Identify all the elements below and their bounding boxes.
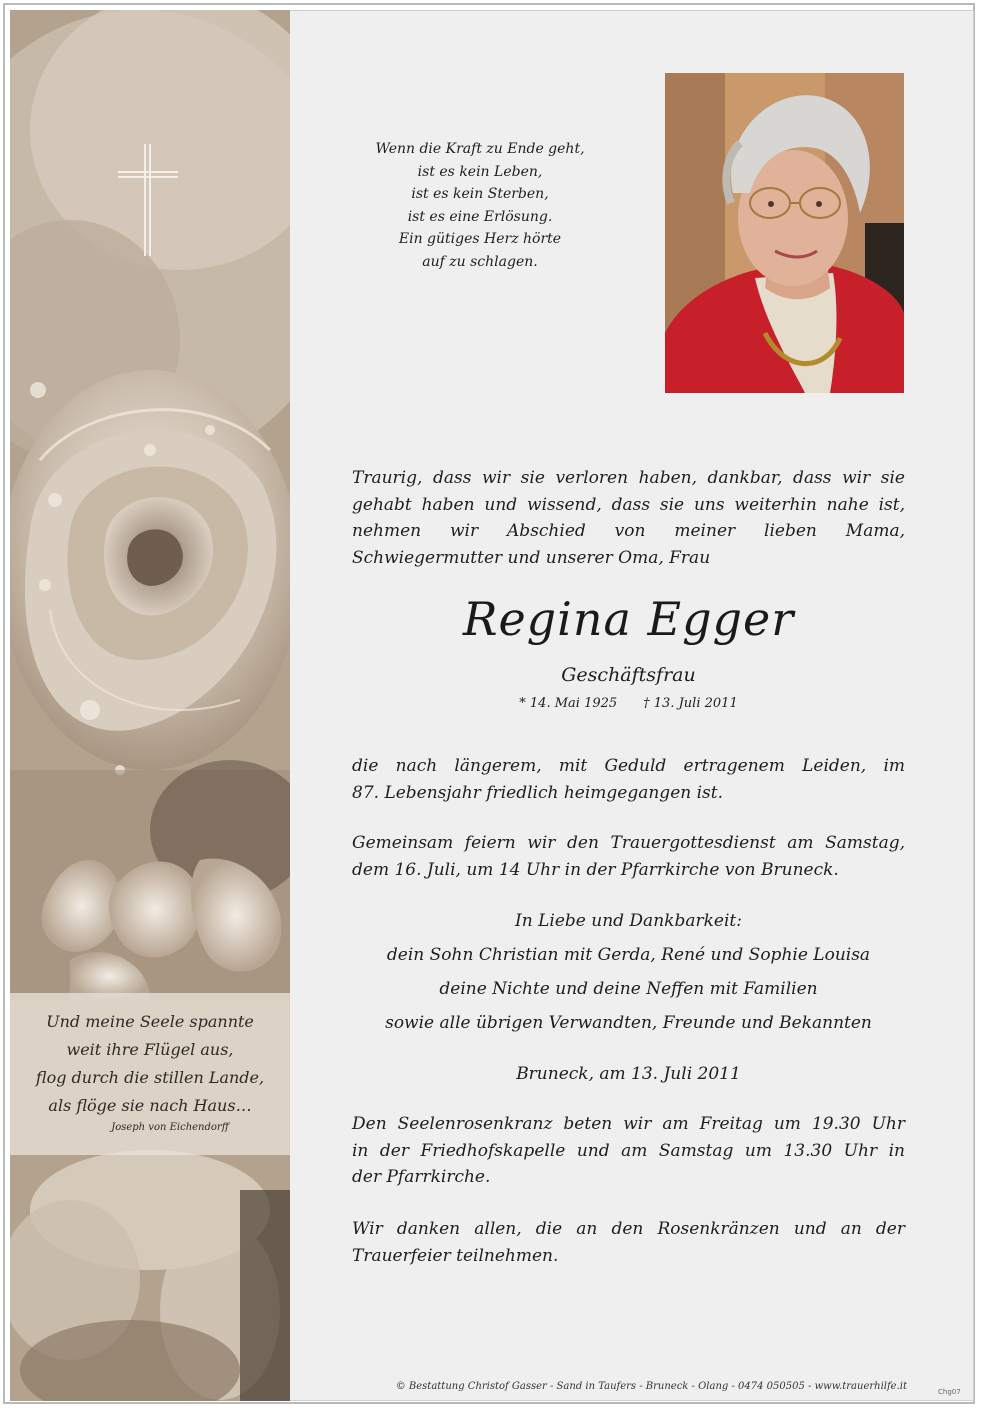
motto-line: ist es kein Sterben, <box>411 186 549 202</box>
thanks-line: Trauerfeier teilnehmen. <box>352 1245 559 1266</box>
passing-paragraph <box>352 753 905 806</box>
intro-line: nehmen wir Abschied von meiner lieben Mama, <box>352 521 905 541</box>
service-line: dem 16. Juli, um 14 Uhr in der Pfarrkirche von Bruneck. <box>352 859 839 880</box>
rosary-line: Den Seelenrosenkranz beten wir am Freitag um 19.30 Uhr <box>352 1114 905 1134</box>
place-date <box>340 1058 917 1090</box>
rosary-line: der Pfarrkirche. <box>352 1167 491 1187</box>
place-date-text: Bruneck, am 13. Juli 2011 <box>516 1064 741 1084</box>
motto <box>330 138 630 273</box>
service-line: Gemeinsam feiern wir den Trauergottesdienst am Samstag, <box>352 833 905 853</box>
intro-line: Traurig, dass wir sie verloren haben, dankbar, dass wir sie <box>352 468 905 488</box>
birth-date: * 14. Mai 1925 <box>519 696 618 711</box>
footer-credit: © Bestattung Christof Gasser - Sand in Taufers - Bruneck - Olang - 0474 050505 - www.trauerhilfe.it <box>395 1381 907 1392</box>
intro-line: gehabt haben und wissend, dass sie uns weiterhin nahe ist, <box>352 494 905 515</box>
passing-line: 87. Lebensjahr friedlich heimgegangen ist. <box>352 782 724 803</box>
side-poem <box>10 993 290 1155</box>
intro-line: Schwiegermutter und unserer Oma, Frau <box>352 547 711 568</box>
life-dates <box>340 696 917 711</box>
rosary-line: in der Friedhofskapelle und am Samstag um 13.30 Uhr in <box>352 1140 905 1161</box>
portrait-photo <box>665 73 904 393</box>
family-line: deine Nichte und deine Neffen mit Familien <box>439 979 818 999</box>
family-block <box>340 904 917 1040</box>
side-poem-line: Und meine Seele spannte <box>46 1012 254 1031</box>
intro-paragraph <box>352 465 905 571</box>
service-paragraph <box>352 830 905 883</box>
rosary-paragraph <box>352 1111 905 1191</box>
rose-image-panel <box>10 10 290 1401</box>
deceased-name: Regina Egger <box>462 592 795 646</box>
side-poem-line: als flöge sie nach Haus… <box>48 1096 252 1115</box>
death-date: † 13. Juli 2011 <box>643 696 738 711</box>
thanks-line: Wir danken allen, die an den Rosenkränzen und an der <box>352 1219 905 1239</box>
side-poem-line: weit ihre Flügel aus, <box>66 1040 234 1059</box>
template-code: Chg07 <box>938 1388 961 1396</box>
side-poem-author: Joseph von Eichendorff <box>111 1122 229 1133</box>
deceased-occupation: Geschäftsfrau <box>561 664 696 686</box>
family-line: sowie alle übrigen Verwandten, Freunde und Bekannten <box>385 1013 872 1033</box>
cross-icon <box>118 144 178 256</box>
motto-line: Wenn die Kraft zu Ende geht, <box>375 141 585 157</box>
motto-line: ist es kein Leben, <box>417 163 543 180</box>
motto-line: auf zu schlagen. <box>422 253 538 270</box>
thanks-paragraph <box>352 1216 905 1269</box>
family-heading: In Liebe und Dankbarkeit: <box>515 911 742 931</box>
motto-line: Ein gütiges Herz hörte <box>398 231 562 247</box>
family-line: dein Sohn Christian mit Gerda, René und Sophie Louisa <box>386 945 871 965</box>
passing-line: die nach längerem, mit Geduld ertragenem Leiden, im <box>352 756 905 776</box>
deceased-block <box>340 592 917 711</box>
side-poem-line: flog durch die stillen Lande, <box>35 1068 265 1087</box>
motto-line: ist es eine Erlösung. <box>407 208 553 225</box>
